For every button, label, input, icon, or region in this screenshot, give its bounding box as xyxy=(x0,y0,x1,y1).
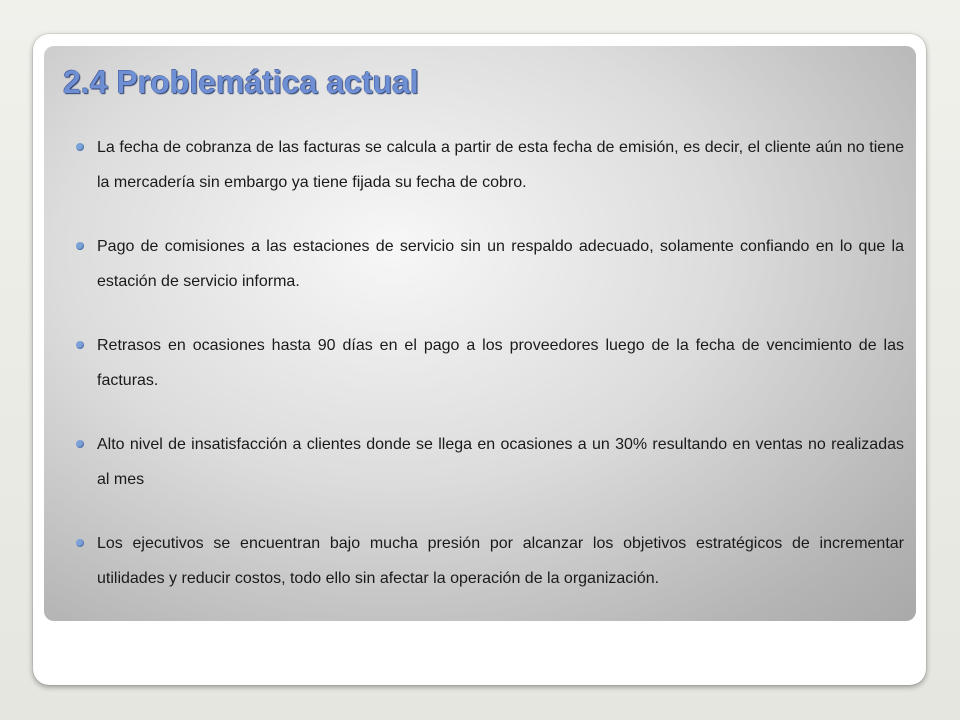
bullet-item xyxy=(72,427,904,497)
slide-title: 2.4 Problemática actual xyxy=(63,64,419,100)
bullet-dot-icon xyxy=(76,143,84,151)
bullet-dot-icon xyxy=(76,341,84,349)
bullet-dot-icon xyxy=(76,440,84,448)
bullet-list xyxy=(72,130,904,625)
bullet-dot-icon xyxy=(76,242,84,250)
bullet-item xyxy=(72,229,904,299)
bullet-text: Alto nivel de insatisfacción a clientes donde se llega en ocasiones a un 30% resultando en ventas no realizadas al mes xyxy=(97,436,904,488)
bullet-text: La fecha de cobranza de las facturas se calcula a partir de esta fecha de emisión, es decir, el cliente aún no tiene la mercadería sin embargo ya tiene fijada su fecha de cobro. xyxy=(97,139,904,191)
bullet-text: Los ejecutivos se encuentran bajo mucha presión por alcanzar los objetivos estratégicos de incrementar utilidades y reducir costos, todo ello sin afectar la operación de la organización. xyxy=(97,535,904,587)
bullet-item xyxy=(72,526,904,596)
bullet-item xyxy=(72,328,904,398)
bullet-dot-icon xyxy=(76,539,84,547)
bullet-text: Pago de comisiones a las estaciones de servicio sin un respaldo adecuado, solamente confiando en lo que la estación de servicio informa. xyxy=(97,238,904,290)
bullet-text: Retrasos en ocasiones hasta 90 días en el pago a los proveedores luego de la fecha de vencimiento de las facturas. xyxy=(97,337,904,389)
bullet-item xyxy=(72,130,904,200)
